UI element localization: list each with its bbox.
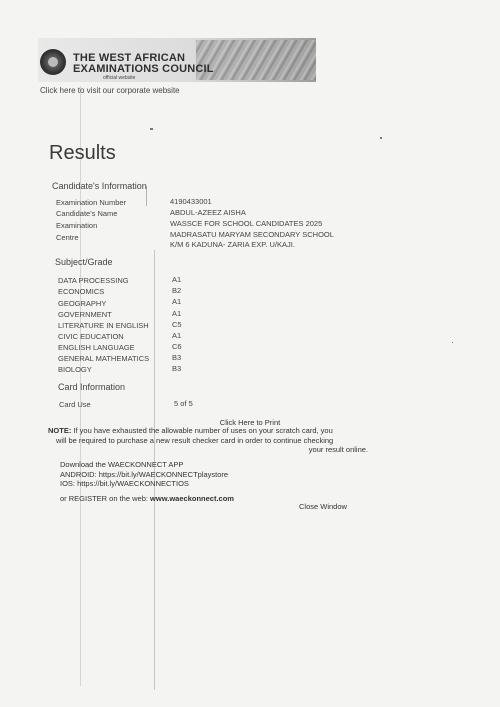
subject-grade: C5 xyxy=(172,320,182,329)
register-url-link[interactable]: www.waeckonnect.com xyxy=(150,494,234,503)
register-text: or REGISTER on the web: xyxy=(60,494,151,503)
print-link[interactable]: Click Here to Print xyxy=(219,418,281,427)
subject-name: DATA PROCESSING xyxy=(58,276,129,285)
subject-grade: B2 xyxy=(172,286,182,295)
note-line3: your result online. xyxy=(308,445,368,454)
subject-name: ENGLISH LANGUAGE xyxy=(58,343,135,352)
subject-grade: A1 xyxy=(172,297,182,306)
subject-grade: B3 xyxy=(172,353,182,362)
card-info-heading: Card Information xyxy=(58,382,126,392)
brand-name-line2: EXAMINATIONS COUNCIL xyxy=(73,63,214,75)
brand-name-line1: THE WEST AFRICAN xyxy=(73,52,186,64)
scan-speck xyxy=(150,128,153,130)
card-use-value: 5 of 5 xyxy=(174,399,193,408)
centre-label: Centre xyxy=(56,233,79,242)
banner-photo xyxy=(196,40,316,80)
download-app-title: Download the WAECKONNECT APP xyxy=(60,460,184,469)
register-line xyxy=(60,494,234,503)
note-line2: will be required to purchase a new result checker card in order to continue checking xyxy=(56,435,334,445)
subject-name: ECONOMICS xyxy=(58,287,105,296)
candidate-name-label: Candidate's Name xyxy=(56,209,118,218)
centre-value-line1: MADRASATU MARYAM SECONDARY SCHOOL xyxy=(170,230,334,239)
scan-speck xyxy=(452,342,453,343)
subject-name: CIVIC EDUCATION xyxy=(58,332,124,341)
subject-grade: A1 xyxy=(172,331,182,340)
corporate-website-link[interactable]: Click here to visit our corporate website xyxy=(40,86,180,95)
candidate-name-value: ABDUL-AZEEZ AISHA xyxy=(170,208,246,217)
android-link[interactable]: ANDROID: https://bit.ly/WAECKONNECTplaystore xyxy=(60,470,229,479)
brand-subtitle: official website xyxy=(103,75,136,81)
card-use-label: Card Use xyxy=(59,400,91,409)
note-label: NOTE: xyxy=(48,426,72,435)
subject-grade: A1 xyxy=(172,275,182,284)
subject-grade: B3 xyxy=(172,364,182,373)
subject-grade: A1 xyxy=(172,309,182,318)
examination-label: Examination xyxy=(56,221,98,230)
exam-number-value: 4190433001 xyxy=(170,197,212,206)
waec-logo-center xyxy=(48,57,58,67)
ios-link[interactable]: IOS: https://bit.ly/WAECKONNECTIOS xyxy=(60,479,189,488)
subject-name: GENERAL MATHEMATICS xyxy=(58,354,150,363)
subject-name: GOVERNMENT xyxy=(58,310,112,319)
subject-name: LITERATURE IN ENGLISH xyxy=(58,321,149,330)
examination-value: WASSCE FOR SCHOOL CANDIDATES 2025 xyxy=(170,219,323,228)
page-title: Results xyxy=(49,142,116,164)
scan-speck xyxy=(380,137,382,139)
close-window-link[interactable]: Close Window xyxy=(299,502,347,511)
subject-grade-heading: Subject/Grade xyxy=(55,257,113,267)
note-line1: If you have exhausted the allowable number of uses on your scratch card, you xyxy=(71,426,333,435)
candidate-info-heading: Candidate's Information xyxy=(52,181,147,191)
subject-name: BIOLOGY xyxy=(58,365,92,374)
subject-name: GEOGRAPHY xyxy=(58,299,107,308)
note-text xyxy=(48,426,368,455)
subject-grade: C6 xyxy=(172,342,182,351)
centre-value-line2: K/M 6 KADUNA- ZARIA EXP. U/KAJI. xyxy=(170,240,295,249)
exam-number-label: Examination Number xyxy=(56,198,127,207)
